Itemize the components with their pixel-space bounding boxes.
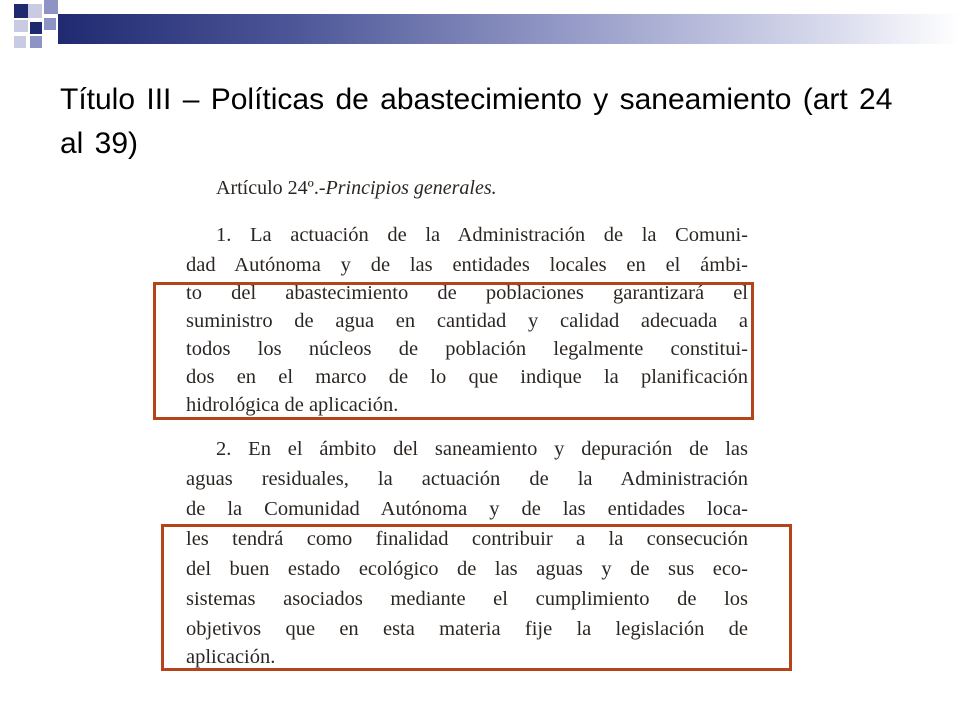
article-number: Artículo 24º.-: [216, 177, 326, 199]
paragraph-2-line: sistemas asociados mediante el cumplimiento de los: [186, 588, 748, 610]
paragraph-1-line: todos los núcleos de población legalmente constitui-: [186, 338, 748, 360]
paragraph-2-line: 2. En el ámbito del saneamiento y depuración de las: [216, 438, 748, 460]
decorative-square-light-1: [28, 4, 42, 18]
paragraph-1-line: dos en el marco de lo que indique la planificación: [186, 366, 748, 388]
paragraph-2-line: aplicación.: [186, 646, 276, 668]
decorative-square-light-2: [14, 20, 28, 32]
paragraph-2-line: de la Comunidad Autónoma y de las entidades loca-: [186, 498, 748, 520]
highlight-box-paragraph-1: [153, 282, 754, 420]
paragraph-1-line: 1. La actuación de la Administración de la Comuni-: [216, 224, 748, 246]
paragraph-1-line: dad Autónoma y de las entidades locales en el ámbi-: [186, 254, 748, 276]
paragraph-2-line: objetivos que en esta materia fije la legislación de: [186, 618, 748, 640]
paragraph-2-line: del buen estado ecológico de las aguas y de sus eco-: [186, 558, 748, 580]
paragraph-2-line: aguas residuales, la actuación de la Administración: [186, 468, 748, 490]
decorative-square-light-3: [14, 36, 26, 48]
decorative-square-mid-3: [30, 36, 42, 48]
highlight-box-paragraph-2: [161, 524, 792, 671]
decorative-square-dark-2: [30, 22, 42, 34]
decorative-square-mid-2: [44, 18, 56, 30]
decorative-square-mid-1: [44, 0, 58, 14]
paragraph-2-line: les tendrá como finalidad contribuir a la consecución: [186, 528, 748, 550]
paragraph-1-line: hidrológica de aplicación.: [186, 394, 399, 416]
top-decorative-bar: [58, 14, 960, 44]
paragraph-1-line: suministro de agua en cantidad y calidad adecuada a: [186, 310, 748, 332]
slide-title: Título III – Políticas de abastecimiento y saneamiento (art 24 al 39): [60, 83, 893, 160]
article-heading: [216, 173, 497, 203]
article-name: Principios generales.: [325, 177, 497, 199]
paragraph-1-line: to del abastecimiento de poblaciones garantizará el: [186, 282, 748, 304]
decorative-square-dark-1: [14, 4, 28, 18]
